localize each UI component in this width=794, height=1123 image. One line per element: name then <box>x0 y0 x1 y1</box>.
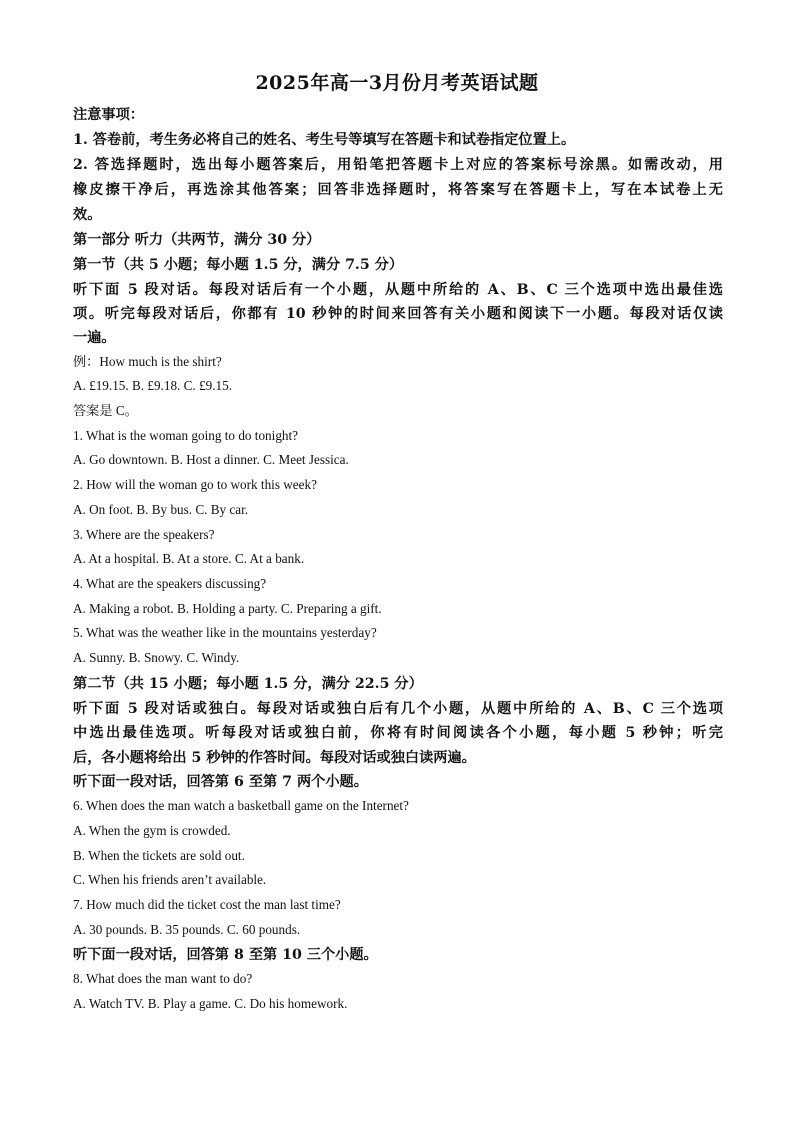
group-2-heading: 听下面一段对话，回答第 8 至第 10 三个小题。 <box>73 947 378 963</box>
question-7-options: A. 30 pounds. B. 35 pounds. C. 60 pounds. <box>73 922 301 937</box>
question-8-options: A. Watch TV. B. Play a game. C. Do his homework. <box>73 996 348 1011</box>
question-1: 1. What is the woman going to do tonight? <box>73 428 299 443</box>
notice-item-2-line-2: 橡皮擦干净后，再选涂其他答案；回答非选择题时，将答案写在答题卡上，写在本试卷上无 <box>73 182 723 198</box>
group-1-heading: 听下面一段对话，回答第 6 至第 7 两个小题。 <box>73 774 368 790</box>
section2-instructions-line-1: 听下面 5 段对话或独白。每段对话或独白后有几个小题，从题中所给的 A、B、C 三个选项 <box>73 701 723 717</box>
exam-title: 2025年高一3月份月考英语试题 <box>255 72 539 94</box>
section2-heading: 第二节（共 15 小题；每小题 1.5 分，满分 22.5 分） <box>73 676 423 692</box>
question-6-option-c: C. When his friends aren’t available. <box>73 872 267 887</box>
section2-instructions-line-2: 中选出最佳选项。听每段对话或独白前，你将有时间阅读各个小题，每小题 5 秒钟；听完 <box>73 725 723 741</box>
example-question: 例：How much is the shirt? <box>73 354 222 369</box>
question-5-options: A. Sunny. B. Snowy. C. Windy. <box>73 650 240 665</box>
section2-instructions-line-3: 后，各小题将给出 5 秒钟的作答时间。每段对话或独白读两遍。 <box>73 750 476 766</box>
question-7: 7. How much did the ticket cost the man last time? <box>73 897 341 912</box>
example-options: A. £19.15. B. £9.18. C. £9.15. <box>73 378 232 393</box>
question-2-options: A. On foot. B. By bus. C. By car. <box>73 502 249 517</box>
notice-item-2-line-3: 效。 <box>73 207 102 223</box>
section1-instructions-line-3: 一遍。 <box>73 330 116 346</box>
notice-item-2-line-1: 2. 答选择题时，选出每小题答案后，用铅笔把答题卡上对应的答案标号涂黑。如需改动，用 <box>73 157 723 173</box>
section1-instructions-line-1: 听下面 5 段对话。每段对话后有一个小题，从题中所给的 A、B、C 三个选项中选出最佳选 <box>73 282 723 298</box>
question-3-options: A. At a hospital. B. At a store. C. At a bank. <box>73 551 305 566</box>
notice-heading: 注意事项： <box>73 107 144 123</box>
question-1-options: A. Go downtown. B. Host a dinner. C. Meet Jessica. <box>73 452 349 467</box>
question-4-options: A. Making a robot. B. Holding a party. C. Preparing a gift. <box>73 601 382 616</box>
section1-heading: 第一节（共 5 小题；每小题 1.5 分，满分 7.5 分） <box>73 257 404 273</box>
question-5: 5. What was the weather like in the mountains yesterday? <box>73 625 377 640</box>
section1-instructions-line-2: 项。听完每段对话后，你都有 10 秒钟的时间来回答有关小题和阅读下一小题。每段对话仅读 <box>73 306 723 322</box>
question-6-option-b: B. When the tickets are sold out. <box>73 848 245 863</box>
notice-item-1: 1. 答卷前，考生务必将自己的姓名、考生号等填写在答题卡和试卷指定位置上。 <box>73 132 576 148</box>
example-answer: 答案是 C。 <box>73 403 138 418</box>
question-2: 2. How will the woman go to work this week? <box>73 477 317 492</box>
question-6: 6. When does the man watch a basketball game on the Internet? <box>73 798 409 813</box>
part1-heading: 第一部分 听力（共两节，满分 30 分） <box>73 232 321 248</box>
question-4: 4. What are the speakers discussing? <box>73 576 267 591</box>
question-8: 8. What does the man want to do? <box>73 971 253 986</box>
question-6-option-a: A. When the gym is crowded. <box>73 823 231 838</box>
question-3: 3. Where are the speakers? <box>73 527 215 542</box>
